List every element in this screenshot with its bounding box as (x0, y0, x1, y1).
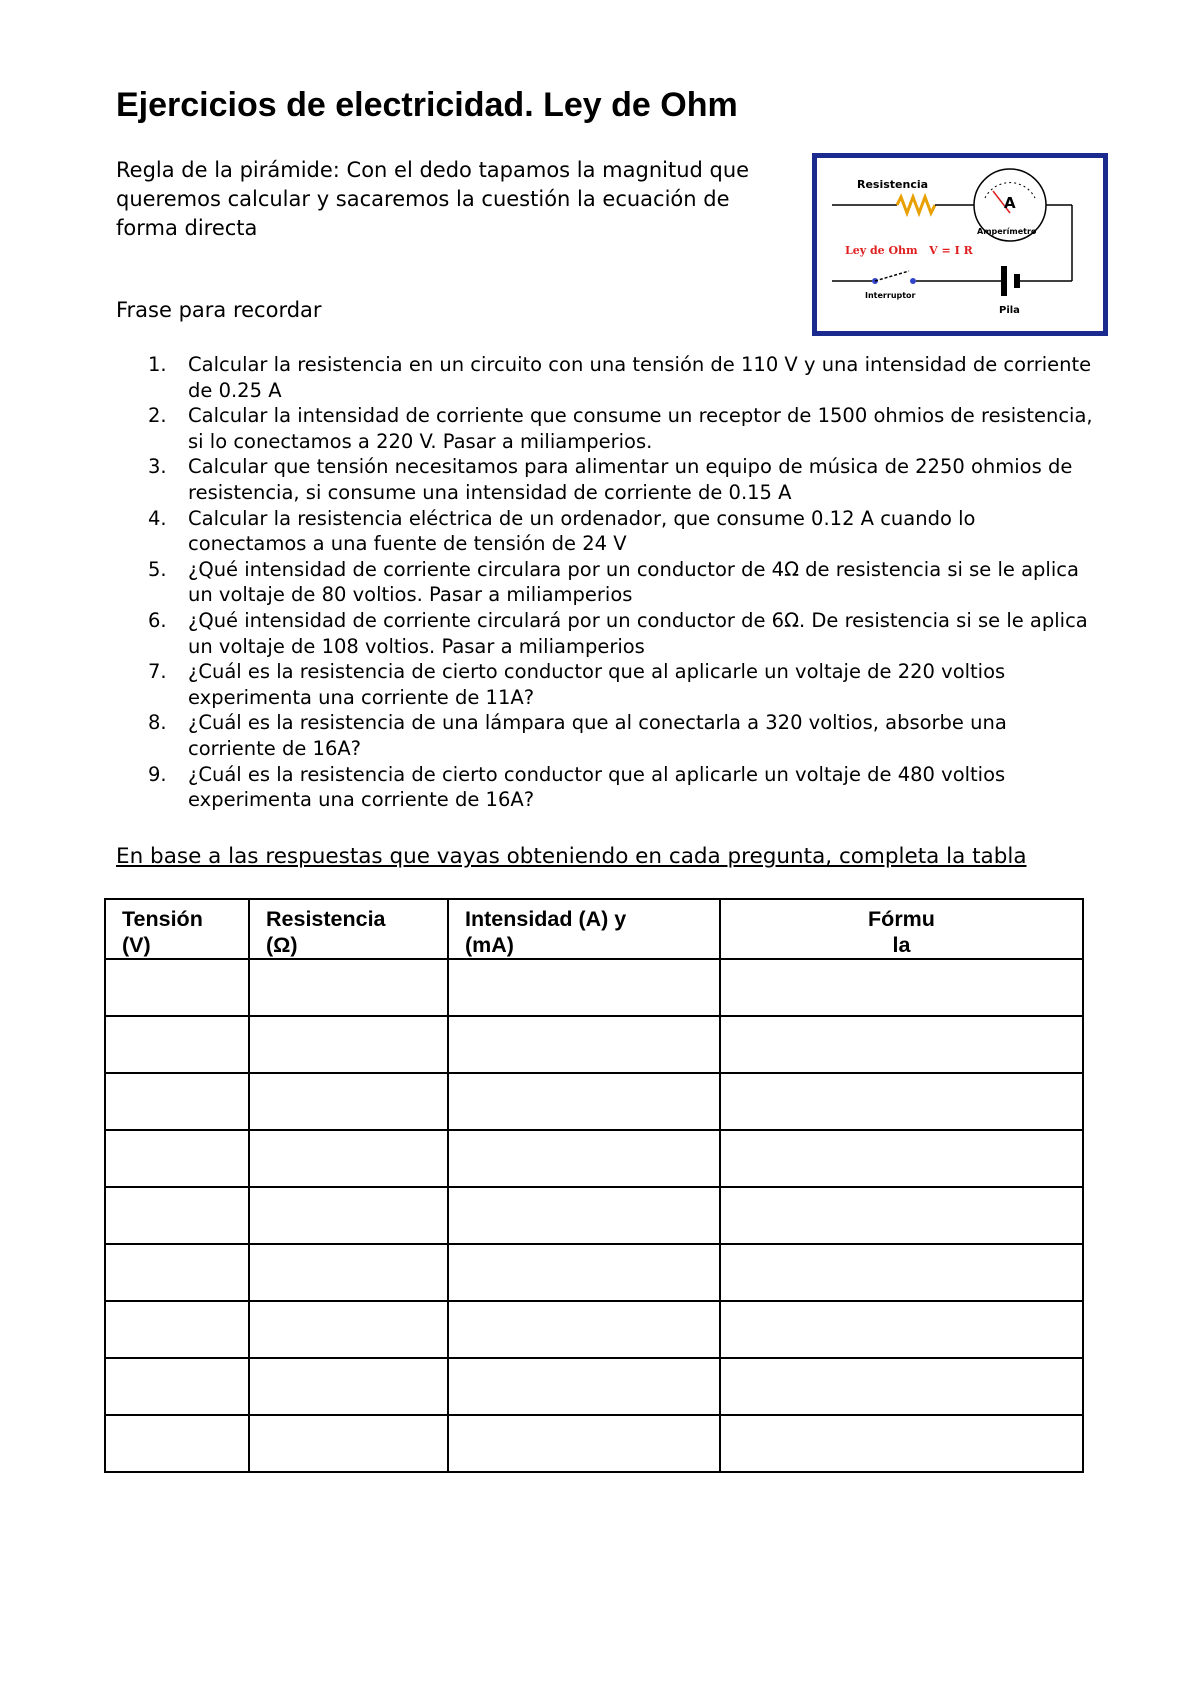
table-cell[interactable] (105, 1244, 249, 1301)
battery-icon (1001, 266, 1007, 296)
table-cell[interactable] (105, 1073, 249, 1130)
table-row (105, 959, 1083, 1016)
table-cell[interactable] (249, 1130, 448, 1187)
list-item: 9. ¿Cuál es la resistencia de cierto conductor que al aplicarle un voltaje de 480 voltios experimenta una corriente de 16A? (148, 762, 1006, 812)
pila-label: Pila (999, 305, 1020, 316)
table-cell[interactable] (720, 1301, 1083, 1358)
table-row (105, 1130, 1083, 1187)
table-cell[interactable] (720, 1415, 1083, 1472)
list-item: 2. Calcular la intensidad de corriente que consume un receptor de 1500 ohmios de resistencia, si lo conectamos a 220 V. Pasar a miliamperios. (148, 404, 1093, 453)
table-row (105, 1073, 1083, 1130)
table-cell[interactable] (720, 1016, 1083, 1073)
table-cell[interactable] (105, 959, 249, 1016)
table-row (105, 1301, 1083, 1358)
table-body (105, 959, 1083, 1472)
ohm-law-circuit-diagram (812, 153, 1108, 336)
table-cell[interactable] (448, 1244, 720, 1301)
table-cell[interactable] (448, 1073, 720, 1130)
header-formula: Fórmu la (720, 899, 1083, 959)
table-caption: En base a las respuestas que vayas obteniendo en cada pregunta, completa la tabla (116, 844, 1027, 869)
answers-table (104, 898, 1084, 1473)
table-cell[interactable] (448, 959, 720, 1016)
page-title: Ejercicios de electricidad. Ley de Ohm (116, 86, 738, 124)
list-item: 4. Calcular la resistencia eléctrica de un ordenador, que consume 0.12 A cuando lo conectamos a una fuente de tensión de 24 V (148, 506, 976, 556)
table-cell[interactable] (105, 1301, 249, 1358)
table-cell[interactable] (720, 1073, 1083, 1130)
table-cell[interactable] (249, 1073, 448, 1130)
table-cell[interactable] (448, 1358, 720, 1415)
table-row (105, 1358, 1083, 1415)
resistencia-label: Resistencia (857, 178, 929, 191)
table-cell[interactable] (105, 1358, 249, 1415)
list-item: 3. Calcular que tensión necesitamos para alimentar un equipo de música de 2250 ohmios de resistencia, si consume una intensidad de corriente de 0.15 A (148, 455, 1073, 504)
table-row (105, 1415, 1083, 1472)
switch-icon (875, 271, 909, 281)
table-row (105, 1187, 1083, 1244)
table-cell[interactable] (720, 1358, 1083, 1415)
list-item: 5. ¿Qué intensidad de corriente circulara por un conductor de 4Ω de resistencia si se le aplica un voltaje de 80 voltios. Pasar a miliamperios (148, 557, 1079, 607)
table-cell[interactable] (720, 1187, 1083, 1244)
table-cell[interactable] (448, 1187, 720, 1244)
interruptor-label: Interruptor (865, 291, 916, 300)
exercise-list (148, 352, 1098, 813)
header-resistencia: Resistencia (Ω) (249, 899, 448, 959)
header-intensidad: Intensidad (A) y (mA) (448, 899, 720, 959)
intro-paragraph: Regla de la pirámide: Con el dedo tapamos la magnitud que queremos calcular y sacaremos la cuestión la ecuación de forma directa (116, 158, 750, 240)
table-cell[interactable] (105, 1130, 249, 1187)
table-cell[interactable] (249, 1244, 448, 1301)
list-item: 8. ¿Cuál es la resistencia de una lámpara que al conectarla a 320 voltios, absorbe una corriente de 16A? (148, 711, 1007, 760)
table-row (105, 1016, 1083, 1073)
table-cell[interactable] (720, 959, 1083, 1016)
ammeter-letter: A (1004, 194, 1016, 212)
table-cell[interactable] (720, 1130, 1083, 1187)
table-cell[interactable] (249, 1187, 448, 1244)
table-header-row (105, 899, 1083, 959)
list-item: 7. ¿Cuál es la resistencia de cierto conductor que al aplicarle un voltaje de 220 voltios experimenta una corriente de 11A? (148, 660, 1006, 709)
table-cell[interactable] (105, 1187, 249, 1244)
table-cell[interactable] (720, 1244, 1083, 1301)
header-tension: Tensión (V) (105, 899, 249, 959)
list-item: 1. Calcular la resistencia en un circuito con una tensión de 110 V y una intensidad de corriente de 0.25 A (148, 353, 1092, 402)
table-row (105, 1244, 1083, 1301)
table-cell[interactable] (249, 959, 448, 1016)
table-cell[interactable] (105, 1016, 249, 1073)
switch-contact-right (910, 278, 916, 284)
mnemonic-phrase-label: Frase para recordar (116, 298, 322, 322)
table-cell[interactable] (448, 1301, 720, 1358)
table-cell[interactable] (249, 1016, 448, 1073)
list-item: 6. ¿Qué intensidad de corriente circulará por un conductor de 6Ω. De resistencia si se le aplica un voltaje de 108 voltios. Pasar a miliamperios (148, 608, 1088, 658)
table-cell[interactable] (249, 1301, 448, 1358)
table-cell[interactable] (448, 1415, 720, 1472)
table-cell[interactable] (448, 1016, 720, 1073)
resistor-icon (897, 197, 935, 213)
table-cell[interactable] (249, 1358, 448, 1415)
amperimetro-label: Amperímetro (977, 227, 1037, 236)
table-cell[interactable] (448, 1130, 720, 1187)
table-cell[interactable] (249, 1415, 448, 1472)
table-cell[interactable] (105, 1415, 249, 1472)
ohm-law-label: Ley de Ohm V = I R (845, 244, 973, 257)
